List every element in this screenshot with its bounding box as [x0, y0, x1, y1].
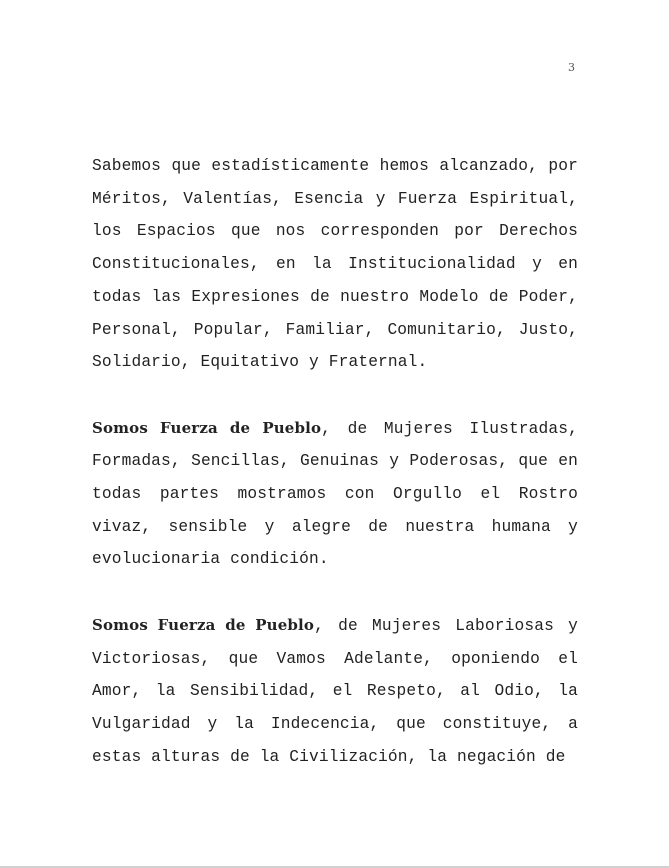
- paragraph-2-lead: Somos Fuerza de Pueblo: [92, 418, 322, 437]
- paragraph-3: [92, 609, 578, 774]
- document-body: [92, 150, 578, 806]
- paragraph-3-text: , de Mujeres Laboriosas y Victoriosas, que Vamos Adelante, oponiendo el Amor, la Sensibilidad, el Respeto, al Odio, la Vulgaridad y la Indecencia, que constituye, a estas alturas de la Civilización, la negación de: [92, 616, 578, 766]
- paragraph-1-text: Sabemos que estadísticamente hemos alcanzado, por Méritos, Valentías, Esencia y Fuerza Espiritual, los Espacios que nos corresponden por Derechos Constitucionales, en la Institucionalidad y en todas las Expresiones de nuestro Modelo de Poder, Personal, Popular, Familiar, Comunitario, Justo, Solidario, Equitativo y Fraternal.: [92, 157, 578, 372]
- page-number: 3: [568, 61, 575, 74]
- paragraph-1: [92, 150, 578, 379]
- paragraph-3-lead: Somos Fuerza de Pueblo: [92, 615, 315, 634]
- paragraph-2-text: , de Mujeres Ilustradas, Formadas, Sencillas, Genuinas y Poderosas, que en todas partes mostramos con Orgullo el Rostro vivaz, sensible y alegre de nuestra humana y evolucionaria condición.: [92, 419, 578, 569]
- paragraph-2: [92, 412, 578, 577]
